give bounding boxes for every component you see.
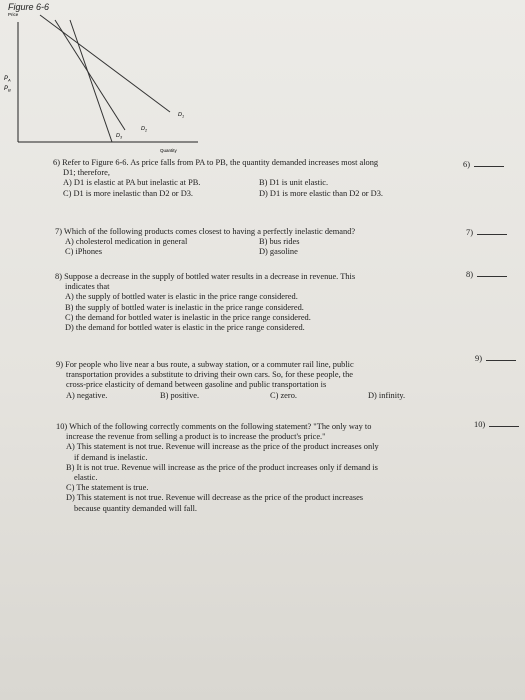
- option-10b[interactable]: B) It is not true. Revenue will increase as the price of the product increases only if demand is: [66, 462, 378, 472]
- answer-blank-7[interactable]: 7): [466, 228, 507, 237]
- option-7b[interactable]: B) bus rides: [259, 237, 300, 247]
- question-8-line: indicates that: [65, 282, 110, 292]
- option-10a-cont: if demand is inelastic.: [74, 452, 148, 462]
- answer-blank-9[interactable]: 9): [475, 354, 516, 363]
- answer-blank-6[interactable]: 6): [463, 160, 504, 169]
- price-label-pb: $P_B$: [4, 86, 11, 93]
- figure-graph: [0, 0, 200, 153]
- curve-label-d2: $D_2$: [141, 126, 148, 133]
- question-7: [55, 227, 355, 258]
- curve-label-d1: $D_1$: [178, 112, 185, 119]
- option-6c[interactable]: C) D1 is more inelastic than D2 or D3.: [63, 188, 194, 198]
- question-10-line: increase the revenue from selling a product is to increase the product's price.": [66, 432, 326, 442]
- option-7a[interactable]: A) cholesterol medication in general: [65, 237, 188, 247]
- question-9: [56, 360, 405, 401]
- answer-blank-10[interactable]: 10): [474, 420, 519, 429]
- option-9b[interactable]: B) positive.: [160, 390, 200, 400]
- option-10d[interactable]: D) This statement is not true. Revenue will decrease as the price of the product increases: [66, 493, 364, 503]
- option-9a[interactable]: A) negative.: [66, 390, 108, 400]
- x-axis-label: Quantity: [160, 148, 177, 153]
- y-axis-label: Price: [8, 12, 19, 17]
- option-8a[interactable]: A) the supply of bottled water is elastic in the price range considered.: [65, 292, 298, 302]
- demand-curve-d2: [55, 20, 125, 130]
- question-6-line: D1; therefore,: [63, 168, 110, 178]
- demand-curve-d1: [40, 15, 170, 112]
- answer-line[interactable]: [474, 166, 504, 167]
- option-9c[interactable]: C) zero.: [270, 390, 297, 400]
- answer-blank-8[interactable]: 8): [466, 270, 507, 279]
- curve-label-d3: $D_3$: [116, 133, 123, 140]
- question-9-line: cross-price elasticity of demand between gasoline and public transportation is: [66, 380, 327, 390]
- answer-line[interactable]: [489, 426, 519, 427]
- option-9d[interactable]: D) infinity.: [368, 390, 406, 400]
- question-8: [55, 272, 355, 333]
- demand-curve-d3: [70, 20, 112, 142]
- question-6-line: 6) Refer to Figure 6-6. As price falls from PA to PB, the quantity demanded increases most along: [53, 158, 379, 167]
- price-label-pa: $P_A$: [4, 76, 11, 83]
- question-10: [56, 422, 379, 514]
- option-8d[interactable]: D) the demand for bottled water is elastic in the price range considered.: [65, 323, 305, 333]
- question-9-line: transportation provides a substitute to driving their own cars. So, for these people, the: [66, 370, 354, 380]
- option-10b-cont: elastic.: [74, 473, 98, 483]
- option-6d[interactable]: D) D1 is more elastic than D2 or D3.: [259, 188, 383, 198]
- option-6b[interactable]: B) D1 is unit elastic.: [259, 178, 329, 188]
- option-10d-cont: because quantity demanded will fall.: [74, 503, 198, 513]
- option-8c[interactable]: C) the demand for bottled water is inelastic in the price range considered.: [65, 312, 311, 322]
- question-10-line: 10) Which of the following correctly comments on the following statement? "The only way to: [56, 422, 372, 431]
- answer-line[interactable]: [477, 234, 507, 235]
- option-10a[interactable]: A) This statement is not true. Revenue will increase as the price of the product increases only: [66, 442, 379, 452]
- figure-title: Figure 6-6: [8, 2, 50, 12]
- question-9-line: 9) For people who live near a bus route, a subway station, or a commuter rail line, public: [56, 360, 354, 369]
- answer-line[interactable]: [486, 360, 516, 361]
- answer-line[interactable]: [477, 276, 507, 277]
- option-10c[interactable]: C) The statement is true.: [66, 483, 149, 493]
- option-7d[interactable]: D) gasoline: [259, 247, 298, 257]
- question-8-line: 8) Suppose a decrease in the supply of bottled water results in a decrease in revenue. This: [55, 272, 356, 281]
- option-8b[interactable]: B) the supply of bottled water is inelastic in the price range considered.: [65, 302, 304, 312]
- option-6a[interactable]: A) D1 is elastic at PA but inelastic at PB.: [63, 178, 201, 188]
- option-7c[interactable]: C) iPhones: [65, 247, 102, 257]
- question-7-line: 7) Which of the following products comes closest to having a perfectly inelastic demand?: [55, 227, 356, 236]
- question-6: [53, 158, 383, 199]
